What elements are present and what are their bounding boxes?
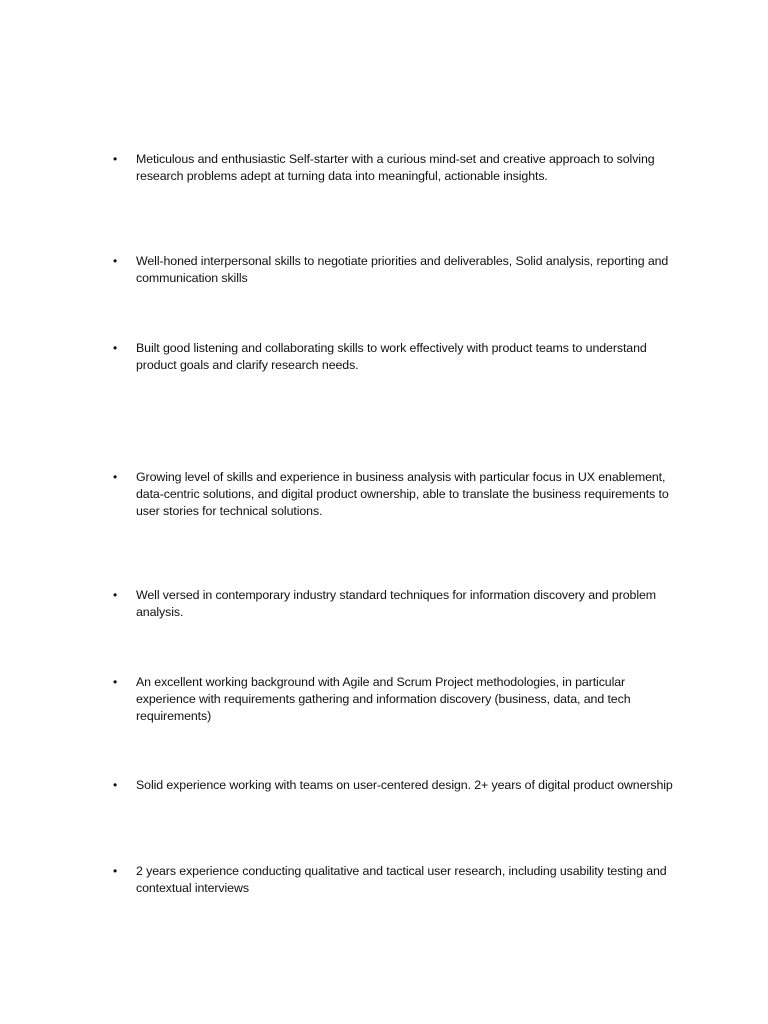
bullet-text: Meticulous and enthusiastic Self-starter with a curious mind-set and creative approach to solving research problems adept at turning data into meaningful, actionable insights. xyxy=(136,152,655,183)
bullet-item xyxy=(113,151,673,185)
bullet-item xyxy=(113,469,673,520)
bullet-item xyxy=(113,340,673,374)
bullet-text: An excellent working background with Agile and Scrum Project methodologies, in particular experience with requirements gathering and information discovery (business, data, and tech requirements) xyxy=(136,675,631,723)
bullet-marker: • xyxy=(113,152,118,166)
bullet-marker: • xyxy=(113,778,118,792)
bullet-item xyxy=(113,587,673,621)
bullet-marker: • xyxy=(113,588,118,602)
bullet-marker: • xyxy=(113,254,118,268)
bullet-marker: • xyxy=(113,341,118,355)
bullet-text: Growing level of skills and experience in business analysis with particular focus in UX enablement, data-centric solutions, and digital product ownership, able to translate the business requirements to user stories for technical solutions. xyxy=(136,470,669,518)
bullet-item xyxy=(113,674,673,725)
bullet-text: Well-honed interpersonal skills to negotiate priorities and deliverables, Solid analysis, reporting and communication skills xyxy=(136,254,669,285)
bullet-text: Built good listening and collaborating skills to work effectively with product teams to understand product goals and clarify research needs. xyxy=(136,341,647,372)
bullet-item xyxy=(113,253,673,287)
bullet-item xyxy=(113,777,673,794)
bullet-text: 2 years experience conducting qualitative and tactical user research, including usability testing and contextual interviews xyxy=(136,864,667,895)
bullet-text: Well versed in contemporary industry standard techniques for information discovery and problem analysis. xyxy=(136,588,656,619)
bullet-marker: • xyxy=(113,470,118,484)
bullet-text: Solid experience working with teams on user-centered design. 2+ years of digital product ownership xyxy=(136,778,673,792)
bullet-item xyxy=(113,863,673,897)
bullet-marker: • xyxy=(113,864,118,878)
bullet-marker: • xyxy=(113,675,118,689)
